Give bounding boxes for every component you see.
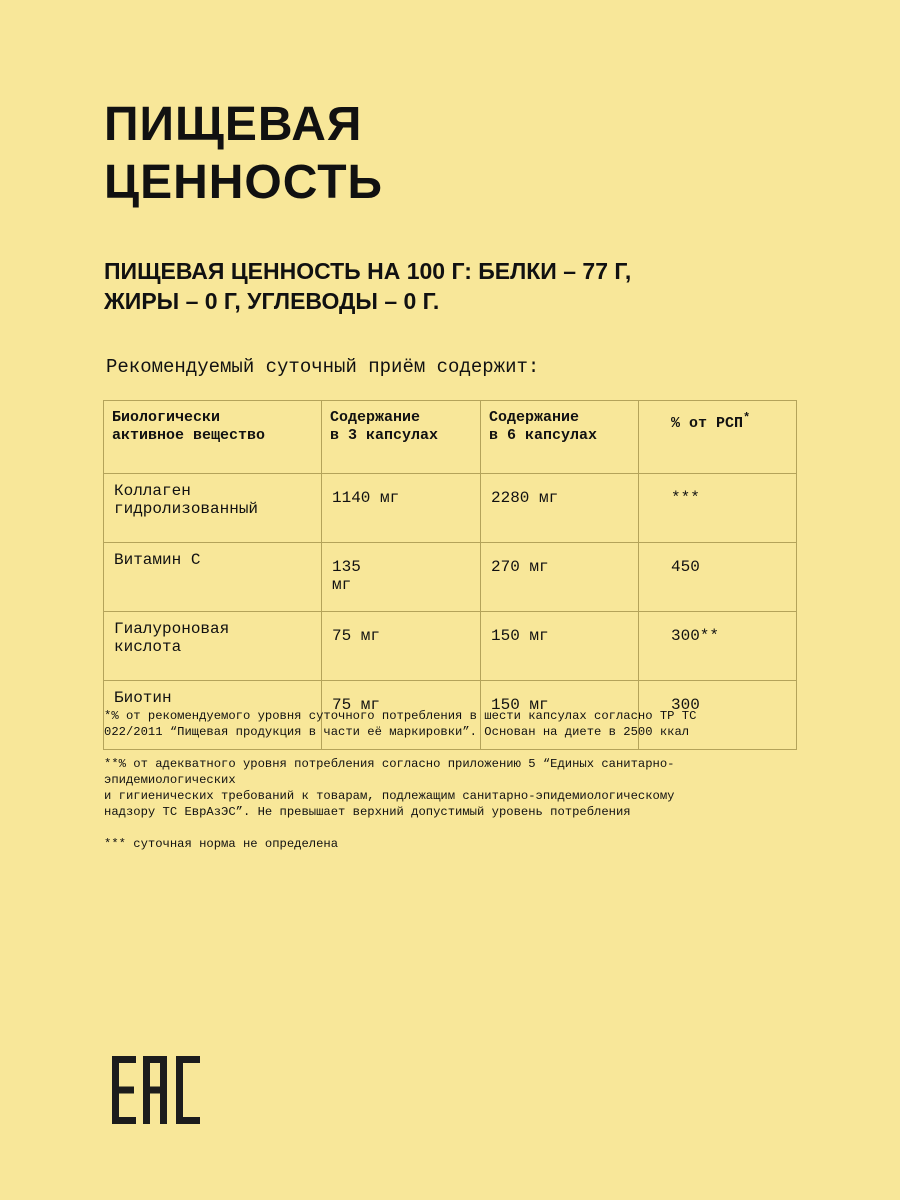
header-dose-6-line-2: в 6 капсулах [489, 427, 598, 444]
dose-6-cell: 150 мг [481, 681, 639, 750]
footnote-norm-undefined: *** суточная норма не определена [104, 837, 339, 851]
footnote-rsp [104, 708, 804, 740]
substance-name-line-2: гидролизованный [114, 500, 259, 518]
rsp-cell: 450 [639, 543, 797, 612]
header-dose-3-line-2: в 3 капсулах [330, 427, 439, 444]
footnote-adequate-level [104, 756, 804, 820]
substance-name-line-2: кислота [114, 638, 182, 656]
dose-6-cell: 150 мг [481, 612, 639, 681]
dose-3-cell: 1140 мг [322, 474, 481, 543]
title-line-1: ПИЩЕВАЯ [104, 98, 363, 151]
footnote-rsp-line-2: 022/2011 “Пищевая продукция в части её маркировки”. Основан на диете в 2500 ккал [104, 725, 690, 739]
substance-name-line-1: Коллаген [114, 482, 191, 500]
substance-cell [104, 474, 322, 543]
dose-3-cell [322, 543, 481, 612]
substance-cell [104, 543, 322, 612]
footnote-adequate-line-3: и гигиенических требований к товарам, подлежащим санитарно-эпидемиологическому [104, 789, 675, 803]
header-substance-line-1: Биологически [112, 409, 221, 426]
header-dose-6 [481, 401, 639, 474]
table-row [104, 474, 797, 543]
substance-cell [104, 612, 322, 681]
footnote-rsp-line-1: *% от рекомендуемого уровня суточного потребления в шести капсулах согласно ТР ТС [104, 709, 697, 723]
eac-logo-icon [112, 1056, 202, 1124]
nutrition-summary-line-2: ЖИРЫ – 0 Г, УГЛЕВОДЫ – 0 Г. [104, 288, 440, 314]
dose-3-cell: 75 мг [322, 681, 481, 750]
header-rsp [639, 401, 797, 474]
header-substance [104, 401, 322, 474]
substance-name-line-1: Биотин [114, 689, 172, 707]
eac-certification-logo [112, 1056, 202, 1129]
table-row [104, 543, 797, 612]
dose-6-cell: 270 мг [481, 543, 639, 612]
header-rsp-label: % от РСП [671, 415, 744, 432]
header-dose-3 [322, 401, 481, 474]
footnote-adequate-line-4: надзору ТС ЕврАзЭС”. Не превышает верхний допустимый уровень потребления [104, 805, 631, 819]
dose-3-value: 135 [332, 558, 361, 576]
page-title [104, 96, 383, 212]
dose-3-unit: мг [332, 576, 352, 594]
substance-name-line-1: Гиалуроновая [114, 620, 230, 638]
nutrition-summary-line-1: ПИЩЕВАЯ ЦЕННОСТЬ НА 100 Г: БЕЛКИ – 77 Г, [104, 258, 632, 284]
header-rsp-footnote-mark: * [743, 411, 751, 425]
nutrition-summary [104, 256, 631, 316]
rsp-cell: 300 [639, 681, 797, 750]
dose-3-cell: 75 мг [322, 612, 481, 681]
table-row [104, 612, 797, 681]
table-header-row [104, 401, 797, 474]
table-intro: Рекомендуемый суточный приём содержит: [106, 356, 540, 378]
title-line-2: ЦЕННОСТЬ [104, 156, 384, 209]
rsp-cell: *** [639, 474, 797, 543]
footnote-adequate-line-2: эпидемиологических [104, 773, 236, 787]
rsp-cell: 300** [639, 612, 797, 681]
nutrition-table [103, 400, 797, 750]
footnote-adequate-line-1: **% от адекватного уровня потребления согласно приложению 5 “Единых санитарно- [104, 757, 675, 771]
header-dose-3-line-1: Содержание [330, 409, 421, 426]
header-substance-line-2: активное вещество [112, 427, 266, 444]
footnotes [104, 708, 804, 868]
dose-6-cell: 2280 мг [481, 474, 639, 543]
substance-name-line-1: Витамин С [114, 551, 201, 569]
header-dose-6-line-1: Содержание [489, 409, 580, 426]
